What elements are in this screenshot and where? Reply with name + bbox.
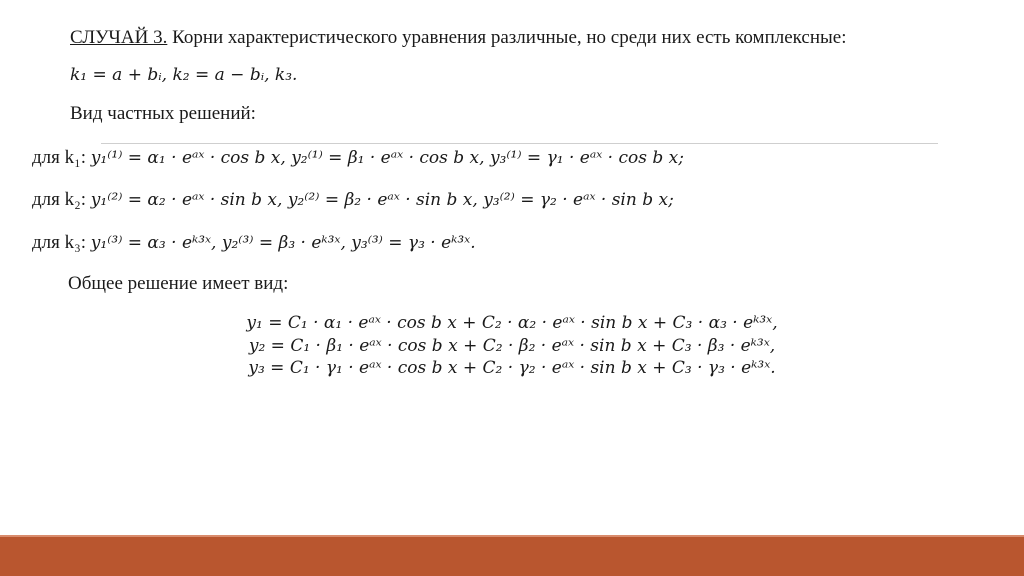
general-formula-y3: y₃ = C₁ · γ₁ · eᵃˣ · cos b x + C₂ · γ₂ · eᵃˣ · sin b x + C₃ · γ₃ · eᵏ³ˣ. [248,358,776,378]
general-formula-y2: y₂ = C₁ · β₁ · eᵃˣ · cos b x + C₂ · β₂ · eᵃˣ · sin b x + C₃ · β₃ · eᵏ³ˣ, [248,336,776,356]
general-solution-heading: Общее решение имеет вид: [68,273,289,294]
particular-row-k3 [32,232,476,254]
particular-row-k2 [32,189,674,211]
particular-label-k1: для k₁: [32,147,87,168]
general-formula-y1: y₁ = C₁ · α₁ · eᵃˣ · cos b x + C₂ · α₂ · eᵃˣ · sin b x + C₃ · α₃ · eᵏ³ˣ, [246,313,778,333]
particular-label-k3: для k₃: [32,232,87,253]
particular-formula-k2: y₁⁽²⁾ = α₂ · eᵃˣ · sin b x, y₂⁽²⁾ = β₂ · eᵃˣ · sin b x, y₃⁽²⁾ = γ₂ · eᵃˣ · sin b x; [90,190,674,210]
divider-line [101,143,938,144]
case-heading [70,27,847,49]
case-description: Корни характеристического уравнения различные, но среди них есть комплексные: [167,27,847,48]
particular-label-k2: для k₂: [32,189,87,210]
particular-formula-k1: y₁⁽¹⁾ = α₁ · eᵃˣ · cos b x, y₂⁽¹⁾ = β₁ · eᵃˣ · cos b x, y₃⁽¹⁾ = γ₁ · eᵃˣ · cos b x; [90,148,684,168]
particular-solutions-heading: Вид частных решений: [70,103,256,124]
roots-formula: k₁ = a + bᵢ, k₂ = a − bᵢ, k₃. [70,65,298,85]
case-number: СЛУЧАЙ 3. [70,27,168,48]
particular-row-k1 [32,147,684,169]
footer-accent-bar [0,535,1024,576]
particular-formula-k3: y₁⁽³⁾ = α₃ · eᵏ³ˣ, y₂⁽³⁾ = β₃ · eᵏ³ˣ, y₃⁽³⁾ = γ₃ · eᵏ³ˣ. [90,233,476,253]
